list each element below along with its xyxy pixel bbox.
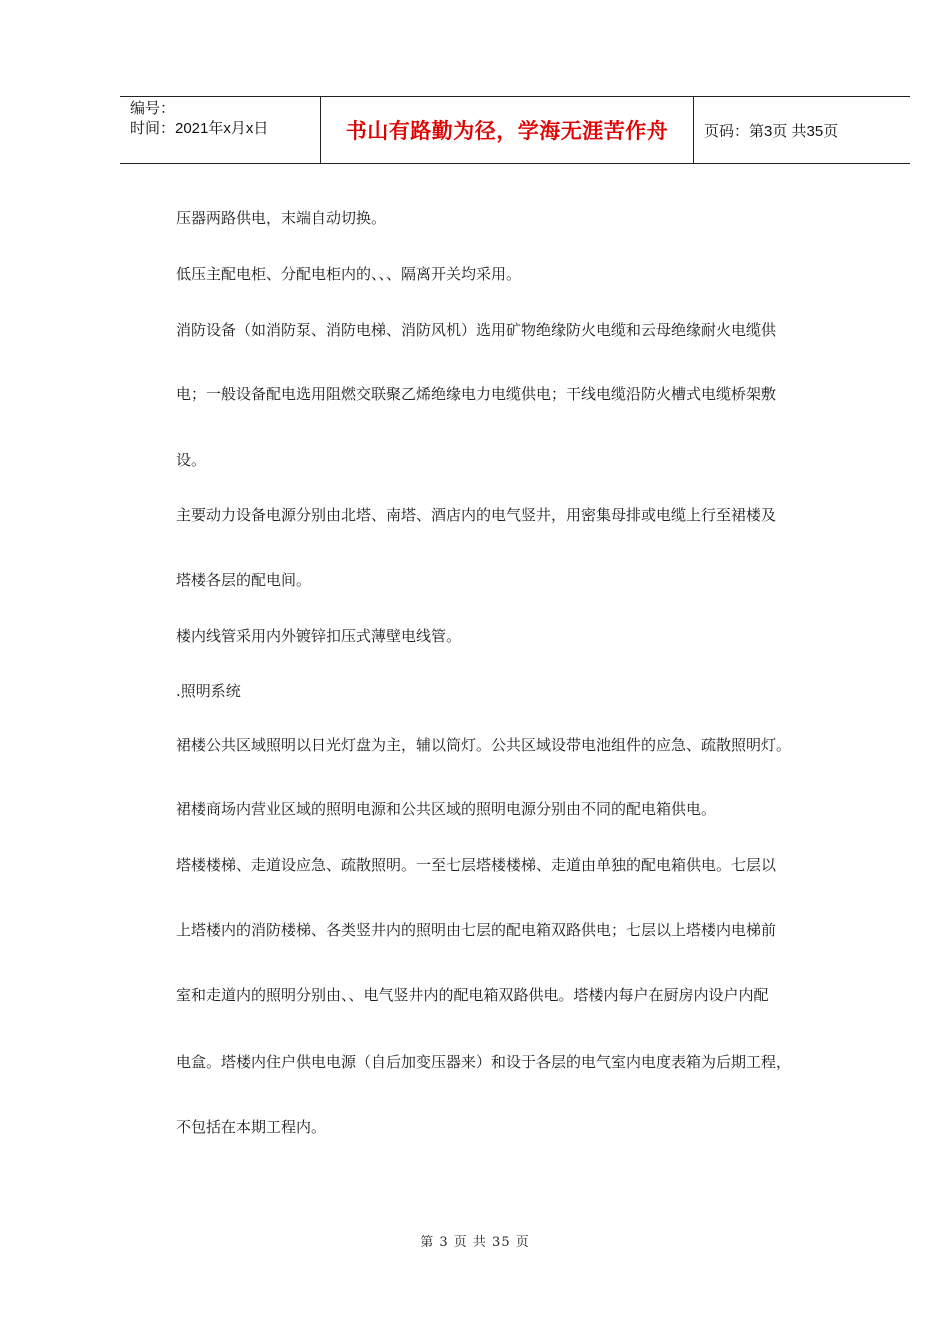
paragraph-line: 压器两路供电，末端自动切换。 xyxy=(176,209,387,227)
paragraph-line: 上塔楼内的消防楼梯、各类竖井内的照明由七层的配电箱双路供电；七层以上塔楼内电梯前 xyxy=(176,921,777,939)
paragraph-line: 消防设备（如消防泵、消防电梯、消防风机）选用矿物绝缘防火电缆和云母绝缘耐火电缆供 xyxy=(176,321,777,339)
paragraph-line: 低压主配电柜、分配电柜内的、、、隔离开关均采用。 xyxy=(176,265,522,283)
motto-text: 书山有路勤为径，学海无涯苦作舟 xyxy=(345,119,669,143)
paragraph-line: 设。 xyxy=(176,451,207,469)
header-page-cell xyxy=(694,97,910,163)
paragraph-line: 不包括在本期工程内。 xyxy=(176,1118,327,1136)
paragraph-line: 电；一般设备配电选用阻燃交联聚乙烯绝缘电力电缆供电；干线电缆沿防火槽式电缆桥架敷 xyxy=(176,385,777,403)
page-header xyxy=(120,96,910,164)
paragraph-line: 主要动力设备电源分别由北塔、南塔、酒店内的电气竖井，用密集母排或电缆上行至裙楼及 xyxy=(176,506,777,524)
header-motto-cell xyxy=(321,97,694,163)
paragraph-line: 电盒。塔楼内住户供电电源（自后加变压器来）和设于各层的电气室内电度表箱为后期工程， xyxy=(176,1053,792,1071)
section-heading: .照明系统 xyxy=(176,682,241,700)
paragraph-line: 楼内线管采用内外镀锌扣压式薄壁电线管。 xyxy=(176,627,462,645)
page-footer: 第 3 页 共 35 页 xyxy=(420,1235,530,1250)
serial-number-label: 编号： xyxy=(130,100,176,117)
paragraph-line: 裙楼公共区域照明以日光灯盘为主，辅以筒灯。公共区域设带电池组件的应急、疏散照明灯。 xyxy=(176,736,792,754)
paragraph-line: 塔楼各层的配电间。 xyxy=(176,571,312,589)
header-page-number: 页码：第3页 共35页 xyxy=(704,122,839,140)
header-meta-cell xyxy=(120,97,321,163)
paragraph-line: 室和走道内的照明分别由、、电气竖井内的配电箱双路供电。塔楼内每户在厨房内设户内配 xyxy=(176,986,769,1004)
date-label: 时间：2021年x月x日 xyxy=(130,120,269,137)
paragraph-line: 裙楼商场内营业区域的照明电源和公共区域的照明电源分别由不同的配电箱供电。 xyxy=(176,800,717,818)
paragraph-line: 塔楼楼梯、走道设应急、疏散照明。一至七层塔楼楼梯、走道由单独的配电箱供电。七层以 xyxy=(176,856,777,874)
